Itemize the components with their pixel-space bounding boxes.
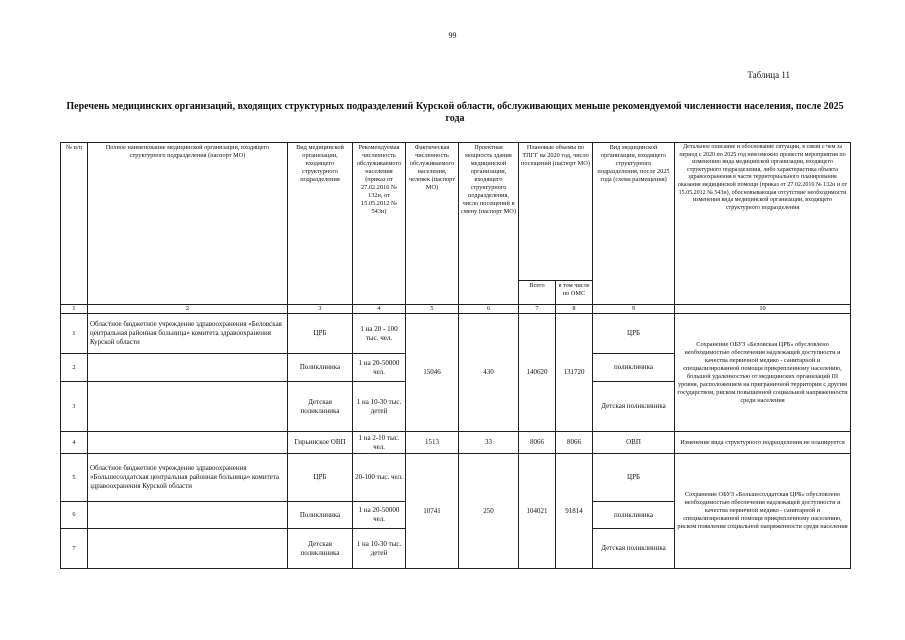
recommended-population: 1 на 10-30 тыс. детей bbox=[353, 382, 406, 432]
planned-oms: 131720 bbox=[556, 314, 593, 432]
org-type: Детская поликлиника bbox=[288, 529, 353, 569]
header-number: № п/п bbox=[61, 143, 88, 305]
column-number: 7 bbox=[519, 305, 556, 314]
org-name bbox=[88, 382, 288, 432]
header-actual-population: Фактическая численность обслуживаемого населения, человек (паспорт МО) bbox=[406, 143, 459, 305]
planned-total: 104021 bbox=[519, 454, 556, 569]
org-name bbox=[88, 354, 288, 382]
column-number: 2 bbox=[88, 305, 288, 314]
recommended-population: 1 на 20-50000 чел. bbox=[353, 354, 406, 382]
org-type: Поликлиника bbox=[288, 502, 353, 529]
actual-population: 1513 bbox=[406, 432, 459, 454]
org-type: Гирьинское ОВП bbox=[288, 432, 353, 454]
design-capacity: 430 bbox=[459, 314, 519, 432]
type-after-2025: поликлиника bbox=[593, 354, 675, 382]
header-recommended-population: Рекомендуемая численность обслуживаемого населения (приказ от 27.02.2016 № 132н, от 15.05.2012 № 543н) bbox=[353, 143, 406, 305]
planned-total: 8066 bbox=[519, 432, 556, 454]
row-number: 6 bbox=[61, 502, 88, 529]
actual-population: 10741 bbox=[406, 454, 459, 569]
org-name: Областное бюджетное учреждение здравоохранения «Беловская центральная районная больница» комитета здравоохранения Курской области bbox=[88, 314, 288, 354]
planned-oms: 8066 bbox=[556, 432, 593, 454]
recommended-population: 1 на 20 - 100 тыс. чел. bbox=[353, 314, 406, 354]
document-title: Перечень медицинских организаций, входящих структурных подразделений Курской области, обслуживающих меньше рекомендуемой численности населения, после 2025 года bbox=[66, 101, 844, 124]
row-number: 3 bbox=[61, 382, 88, 432]
row-number: 2 bbox=[61, 354, 88, 382]
org-name: Областное бюджетное учреждение здравоохранения «Большесолдатская центральная районная больница» комитета здравоохранения Курской области bbox=[88, 454, 288, 502]
org-type: ЦРБ bbox=[288, 454, 353, 502]
table-row bbox=[61, 314, 851, 354]
design-capacity: 250 bbox=[459, 454, 519, 569]
column-number: 6 bbox=[459, 305, 519, 314]
row-number: 4 bbox=[61, 432, 88, 454]
org-type: ЦРБ bbox=[288, 314, 353, 354]
column-number: 5 bbox=[406, 305, 459, 314]
planned-total: 140620 bbox=[519, 314, 556, 432]
design-capacity: 33 bbox=[459, 432, 519, 454]
org-type: Детская поликлиника bbox=[288, 382, 353, 432]
header-org-name: Полное наименование медицинской организации, входящего структурного подразделения (паспорт МО) bbox=[88, 143, 288, 305]
table-row bbox=[61, 432, 851, 454]
header-type-after-2025: Вид медицинской организации, входящего структурного подразделения, после 2025 года (схема размещения) bbox=[593, 143, 675, 305]
header-org-type: Вид медицинской организации, входящего структурного подразделения bbox=[288, 143, 353, 305]
column-number: 10 bbox=[675, 305, 851, 314]
column-number: 8 bbox=[556, 305, 593, 314]
type-after-2025: ЦРБ bbox=[593, 314, 675, 354]
org-name bbox=[88, 432, 288, 454]
header-oms: в том числе по ОМС bbox=[556, 281, 593, 305]
recommended-population: 1 на 2-10 тыс. чел. bbox=[353, 432, 406, 454]
recommended-population: 20-100 тыс. чел. bbox=[353, 454, 406, 502]
description: Сохранение ОБУЗ «Большесолдатская ЦРБ» обусловлено необходимостью обеспечения надлежащей доступности и качества первичной медико - санитарной и специализированной помощи прикрепленному населению, риском появления социальной напряженности среди населения bbox=[675, 454, 851, 569]
description: Сохранение ОБУЗ «Беловская ЦРБ» обусловлено необходимостью обеспечения надлежащей доступности и качества первичной медико - санитарной и специализированной помощи прикрепленному населению, большой удаленностью от медицинских организаций III уровня, расположением на приграничной территории с другим государством, риском повышенной социальной напряженности среди населения bbox=[675, 314, 851, 432]
type-after-2025: Детская поликлиника bbox=[593, 529, 675, 569]
table-label: Таблица 11 bbox=[747, 70, 790, 80]
recommended-population: 1 на 10-30 тыс. детей bbox=[353, 529, 406, 569]
column-number: 3 bbox=[288, 305, 353, 314]
type-after-2025: ЦРБ bbox=[593, 454, 675, 502]
row-number: 7 bbox=[61, 529, 88, 569]
column-number: 4 bbox=[353, 305, 406, 314]
page-number: 99 bbox=[448, 31, 457, 40]
header-design-capacity: Проектная мощность здания медицинской организации, входящего структурного подразделения, число посещений в смену (паспорт МО) bbox=[459, 143, 519, 305]
description: Изменение вида структурного подразделения не планируется bbox=[675, 432, 851, 454]
org-name bbox=[88, 502, 288, 529]
type-after-2025: ОВП bbox=[593, 432, 675, 454]
recommended-population: 1 на 20-50000 чел. bbox=[353, 502, 406, 529]
header-planned-volumes: Плановые объемы по ТПГГ на 2020 год, число посещений (паспорт МО) bbox=[519, 143, 593, 281]
table-row bbox=[61, 454, 851, 502]
org-type: Поликлиника bbox=[288, 354, 353, 382]
header-total: Всего bbox=[519, 281, 556, 305]
medical-organizations-table bbox=[60, 142, 851, 569]
actual-population: 15046 bbox=[406, 314, 459, 432]
row-number: 1 bbox=[61, 314, 88, 354]
org-name bbox=[88, 529, 288, 569]
column-number: 1 bbox=[61, 305, 88, 314]
row-number: 5 bbox=[61, 454, 88, 502]
header-description: Детальное описание и обоснование ситуации, в связи с чем за период с 2020 по 2025 год невозможно провести мероприятия по изменению вида медицинской организации, входящего структурного подразделения, либо характеристика объекта здравоохранения в части территориального планирования оказания медицинской помощи (приказ от 27.02.2016 № 132н и от 15.05.2012 № 543н), обосновывающая отсутствие необходимости изменения вида медицинской организации, входящего структурного подразделения bbox=[675, 143, 851, 305]
column-number: 9 bbox=[593, 305, 675, 314]
type-after-2025: поликлиника bbox=[593, 502, 675, 529]
planned-oms: 91814 bbox=[556, 454, 593, 569]
type-after-2025: Детская поликлиника bbox=[593, 382, 675, 432]
